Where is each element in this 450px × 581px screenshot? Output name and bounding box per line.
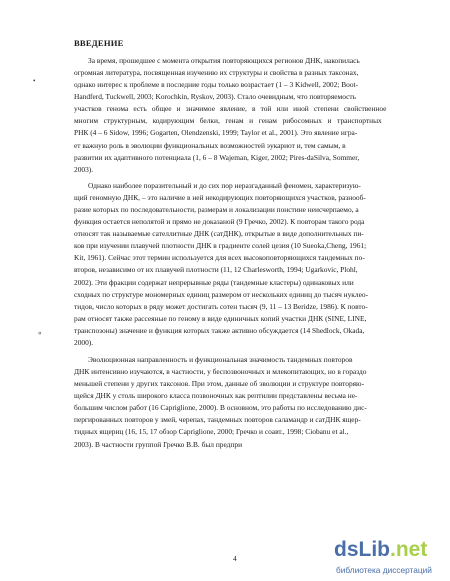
text-line: РНК (4 – 6 Sidow, 1996; Gogarten, Olendzenski, 1999; Taylor et al., 2001). Это явление игра- xyxy=(74,128,358,137)
text-line: функция остается неполятой и прямо не доказаной (9 Гречко, 2002). К повторам такого рода xyxy=(74,217,365,226)
text-line: ков при изучении плавучей плотности ДНК в градиенте солей цезия (10 Sueoka,Cheng, 1961; xyxy=(74,241,367,250)
text-line: щий геномную ДНК, – это наличие в ней некодирующих повторяющихся участков, разнооб- xyxy=(74,193,366,202)
text-line: За время, прошедшее с момента открытия повторяющихся регионов ДНК, накопилась xyxy=(88,56,360,65)
text-line: Однако наиболее поразительный и до сих пор неразгаданный феномен, характеризую- xyxy=(88,181,361,190)
text-line: 2003). xyxy=(74,165,94,174)
watermark xyxy=(334,539,448,579)
text-line: сходных по структуре мономерных единиц размером от нескольких единиц до тысяч нуклео- xyxy=(74,290,369,299)
margin-mark: « xyxy=(38,329,42,337)
text-line: относят так называемые сателлитные ДНК (сатДНК), открытые в виде дополнительных пи- xyxy=(74,229,364,238)
watermark-logo: dsLib.net xyxy=(334,538,428,561)
text-line: тидов, число которых в ряду может достигать сотен тысяч (9, 11 – 13 Beridze, 1986). К повто- xyxy=(74,302,368,311)
page-number: 4 xyxy=(233,554,237,563)
text-line: меньшей степени у других таксонов. При этом, данные об эволюции и структуре повторяю- xyxy=(74,379,365,388)
text-line: участков генома есть общее и значимое явление, в той или иной степени свойственное xyxy=(74,104,387,113)
text-line: 2002). Эти фракции содержат непрерывные ряды (тандемные кластеры) одинаковых или xyxy=(74,278,354,287)
text-line: Эволюционная направленность и функциональная значимость тандемных повторов xyxy=(88,355,353,364)
text-line: многим структурным, кодирующим белки, генам и генам рибосомных и транспортных xyxy=(74,116,382,125)
text-line: Handferd, Tuckwell, 2003; Korochkin, Ryskov, 2003). Стало очевидным, что повторяемость xyxy=(74,92,356,101)
text-line: ет важную роль в эволюции функциональных возможностей эукариот и, тем самым, в xyxy=(74,141,346,150)
text-line: развитии их адаптивного потенциала (1, 6 – 8 Wajeman, Kiger, 2002; Pires-daSilva, Sommer, xyxy=(74,153,360,162)
text-line: Kit, 1961). Сейчас этот термин используется для всех высокоповторяющихся тандемных по- xyxy=(74,253,365,262)
text-line: пергированных повторов у змей, черепах, тандемных повторов саламандр и сатДНК ящер- xyxy=(74,415,361,424)
watermark-subtitle: библиотека диссертаций xyxy=(336,565,432,575)
text-line: щейся ДНК у столь широкого класса позвоночных как рептилии представлены весьма не- xyxy=(74,391,358,400)
text-line: 2000). xyxy=(74,338,94,347)
text-line: второв, независимо от их плавучей плотности (11, 12 Charlesworth, 1994; Ugarkovic, Plohl, xyxy=(74,265,358,274)
text-line: разие которых по последовательности, размерам и локализации понстине неисчерпаемо, а xyxy=(74,205,359,214)
section-heading: ВВЕДЕНИЕ xyxy=(74,38,124,48)
text-line: рам относят также рассеяные по геному в виде единичных копий участки ДНК (SINE, LINE, xyxy=(74,314,367,323)
text-line: транспозоны) значение и функция которых также активно обсуждается (14 Shedlock, Okada, xyxy=(74,326,365,335)
text-line: однако интерес к проблеме в последние годы только возрастает (1 – 3 Kidwell, 2002; Boot- xyxy=(74,80,359,89)
text-line: огромная литература, посвященная изучению их структуры и свойства в разных таксонах, xyxy=(74,68,359,77)
text-line: ДНК интенсивно изучаются, в частности, у беспозвоночных и млекопитающих, но в гораздо xyxy=(74,367,367,376)
text-line: тидных ящериц (16, 15, 17 обзор Capriglione, 2000; Гречко и соавт., 1998; Ciobanu et al., xyxy=(74,427,349,436)
text-line: 2003). В частности группой Гречко В.В. был предпри xyxy=(74,440,243,449)
margin-mark: • xyxy=(33,77,36,85)
text-line: большим числом работ (16 Capriglione, 2000). В основном, это работы по исследованию дис- xyxy=(74,403,367,412)
